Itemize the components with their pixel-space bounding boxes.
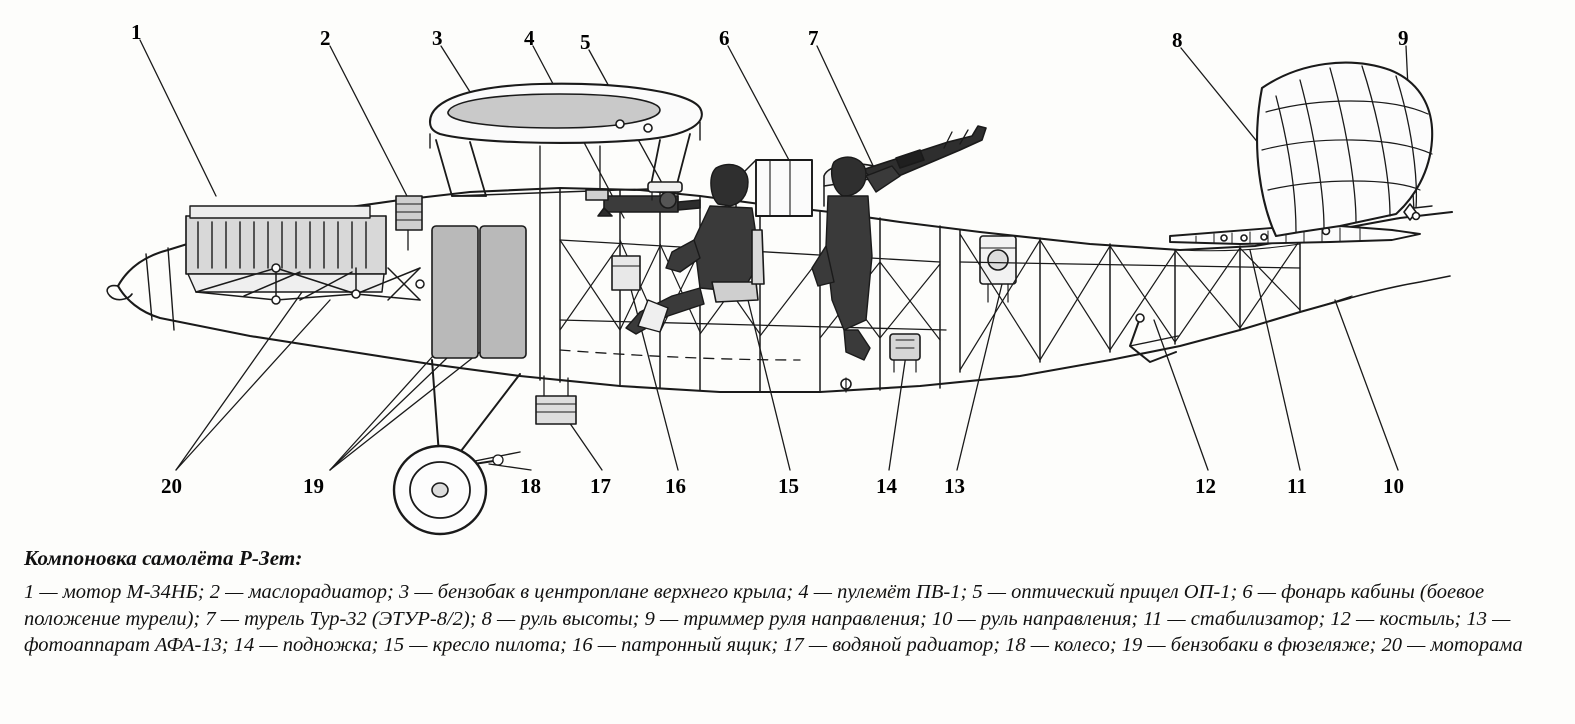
tail-fairing	[1350, 276, 1450, 298]
callout-5: 5	[580, 30, 591, 54]
callout-7: 7	[808, 26, 819, 50]
callout-19: 19	[303, 474, 324, 498]
rear-fuselage-detail	[1180, 244, 1352, 312]
oil-radiator	[396, 196, 422, 250]
callout-9: 9	[1398, 26, 1409, 50]
callout-11: 11	[1287, 474, 1307, 498]
engine-cowling	[107, 248, 174, 330]
callout-3: 3	[432, 26, 443, 50]
callout-10: 10	[1383, 474, 1404, 498]
callout-6: 6	[719, 26, 730, 50]
callout-2: 2	[320, 26, 331, 50]
callout-20: 20	[161, 474, 182, 498]
reference-line	[560, 350, 800, 360]
ammunition-box	[612, 256, 640, 290]
callout-1: 1	[131, 20, 142, 44]
callout-16: 16	[665, 474, 686, 498]
callout-8: 8	[1172, 28, 1183, 52]
callout-18: 18	[520, 474, 541, 498]
callout-17: 17	[590, 474, 611, 498]
upper-wing-centre-section	[430, 84, 702, 148]
footstep	[890, 334, 920, 372]
figure-caption	[24, 546, 1554, 659]
callout-15: 15	[778, 474, 799, 498]
camera-afa13	[980, 236, 1016, 302]
callout-12: 12	[1195, 474, 1216, 498]
fuselage-fuel-tanks	[432, 226, 526, 358]
water-radiator	[536, 376, 576, 424]
caption-title: Компоновка самолёта Р-Зет:	[24, 546, 303, 570]
vertical-fin-and-rudder	[1257, 63, 1432, 236]
callout-13: 13	[944, 474, 965, 498]
callout-4: 4	[524, 26, 535, 50]
main-wheel	[394, 446, 486, 534]
caption-legend-text: 1 — мотор М-34НБ; 2 — маслорадиатор; 3 — бензобак в центроплане верхнего крыла; 4 — пулемёт ПВ-1; 5 — оптический прицел ОП-1; 6 — фонарь кабины (боевое положение турели); 7 — турель Тур-32 (ЭТУР-8/2); 8 — руль высоты; 9 — триммер руля направления; 10 — руль направления; 11 — стабилизатор; 12 — костыль; 13 — фотоаппарат АФА-13; 14 — подножка; 15 — кресло пилота; 16 — патронный ящик; 17 — водяной радиатор; 18 — колесо; 19 — бензобаки в фюзеляже; 20 — моторама	[24, 581, 1523, 657]
callout-14: 14	[876, 474, 897, 498]
